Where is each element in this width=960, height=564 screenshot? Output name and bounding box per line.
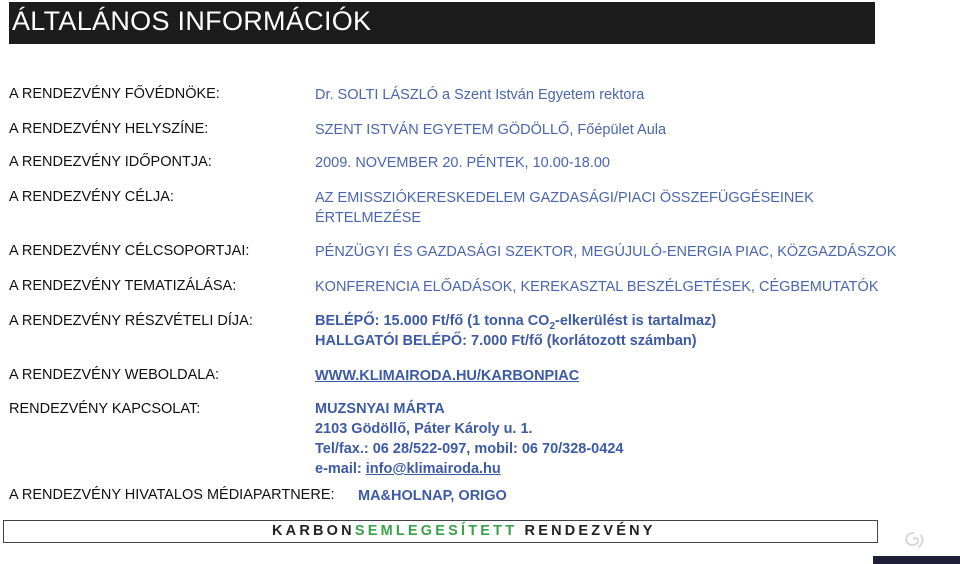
website-label: A RENDEZVÉNY WEBOLDALA:: [9, 367, 220, 383]
media-value: MA&HOLNAP, ORIGO: [358, 488, 507, 504]
venue-value: SZENT ISTVÁN EGYETEM GÖDÖLLŐ, Főépület Aula: [315, 122, 667, 138]
date-value: 2009. NOVEMBER 20. PÉNTEK, 10.00-18.00: [315, 155, 610, 171]
goal-value-line2: ÉRTELMEZÉSE: [315, 210, 422, 226]
page-title: ÁLTALÁNOS INFORMÁCIÓK: [12, 6, 372, 36]
contact-address: 2103 Gödöllő, Páter Károly u. 1.: [315, 421, 533, 437]
fee-line1-text: BELÉPŐ: 15.000 Ft/fő (1 tonna CO: [315, 313, 550, 329]
contact-email-line: [315, 459, 501, 480]
patron-label: A RENDEZVÉNY FŐVÉDNÖKE:: [9, 86, 220, 102]
audience-value: PÉNZÜGYI ÉS GAZDASÁGI SZEKTOR, MEGÚJULÓ-ENERGIA PIAC, KÖZGAZDÁSZOK: [315, 244, 897, 260]
date-label: A RENDEZVÉNY IDŐPONTJA:: [9, 154, 212, 170]
footer-slogan: [272, 523, 656, 539]
website-link[interactable]: WWW.KLIMAIRODA.HU/KARBONPIAC: [315, 368, 580, 384]
themes-label: A RENDEZVÉNY TEMATIZÁLÁSA:: [9, 278, 237, 294]
footer-part-karbon: KARBON: [272, 523, 355, 539]
venue-label: A RENDEZVÉNY HELYSZÍNE:: [9, 121, 209, 137]
title-bar: [9, 2, 875, 44]
footer-part-rendezveny: RENDEZVÉNY: [517, 523, 656, 539]
fee-label: A RENDEZVÉNY RÉSZVÉTELI DÍJA:: [9, 313, 253, 329]
audience-label: A RENDEZVÉNY CÉLCSOPORTJAI:: [9, 243, 250, 259]
goal-label: A RENDEZVÉNY CÉLJA:: [9, 189, 174, 205]
fee-line1-rest: -elkerülést is tartalmaz): [555, 313, 717, 329]
patron-value: Dr. SOLTI LÁSZLÓ a Szent István Egyetem rektora: [315, 87, 645, 103]
footer-accent-bar: [873, 556, 960, 564]
contact-label: RENDEZVÉNY KAPCSOLAT:: [9, 401, 201, 417]
media-label: A RENDEZVÉNY HIVATALOS MÉDIAPARTNERE:: [9, 487, 335, 503]
email-prefix: e-mail:: [315, 461, 366, 477]
contact-name: MUZSNYAI MÁRTA: [315, 401, 445, 417]
contact-phone: Tel/fax.: 06 28/522-097, mobil: 06 70/328-0424: [315, 441, 624, 457]
themes-value: KONFERENCIA ELŐADÁSOK, KEREKASZTAL BESZÉLGETÉSEK, CÉGBEMUTATÓK: [315, 279, 879, 295]
co2-subscript: 2: [549, 320, 556, 332]
email-link[interactable]: info@klimairoda.hu: [365, 461, 501, 477]
goal-value-line1: AZ EMISSZIÓKERESKEDELEM GAZDASÁGI/PIACI ÖSSZEFÜGGÉSEINEK: [315, 190, 814, 206]
footer-part-semlegesitett: SEMLEGESÍTETT: [354, 523, 518, 539]
swirl-logo-icon: [902, 530, 926, 550]
fee-line2: HALLGATÓI BELÉPŐ: 7.000 Ft/fő (korlátozott számban): [315, 333, 697, 349]
